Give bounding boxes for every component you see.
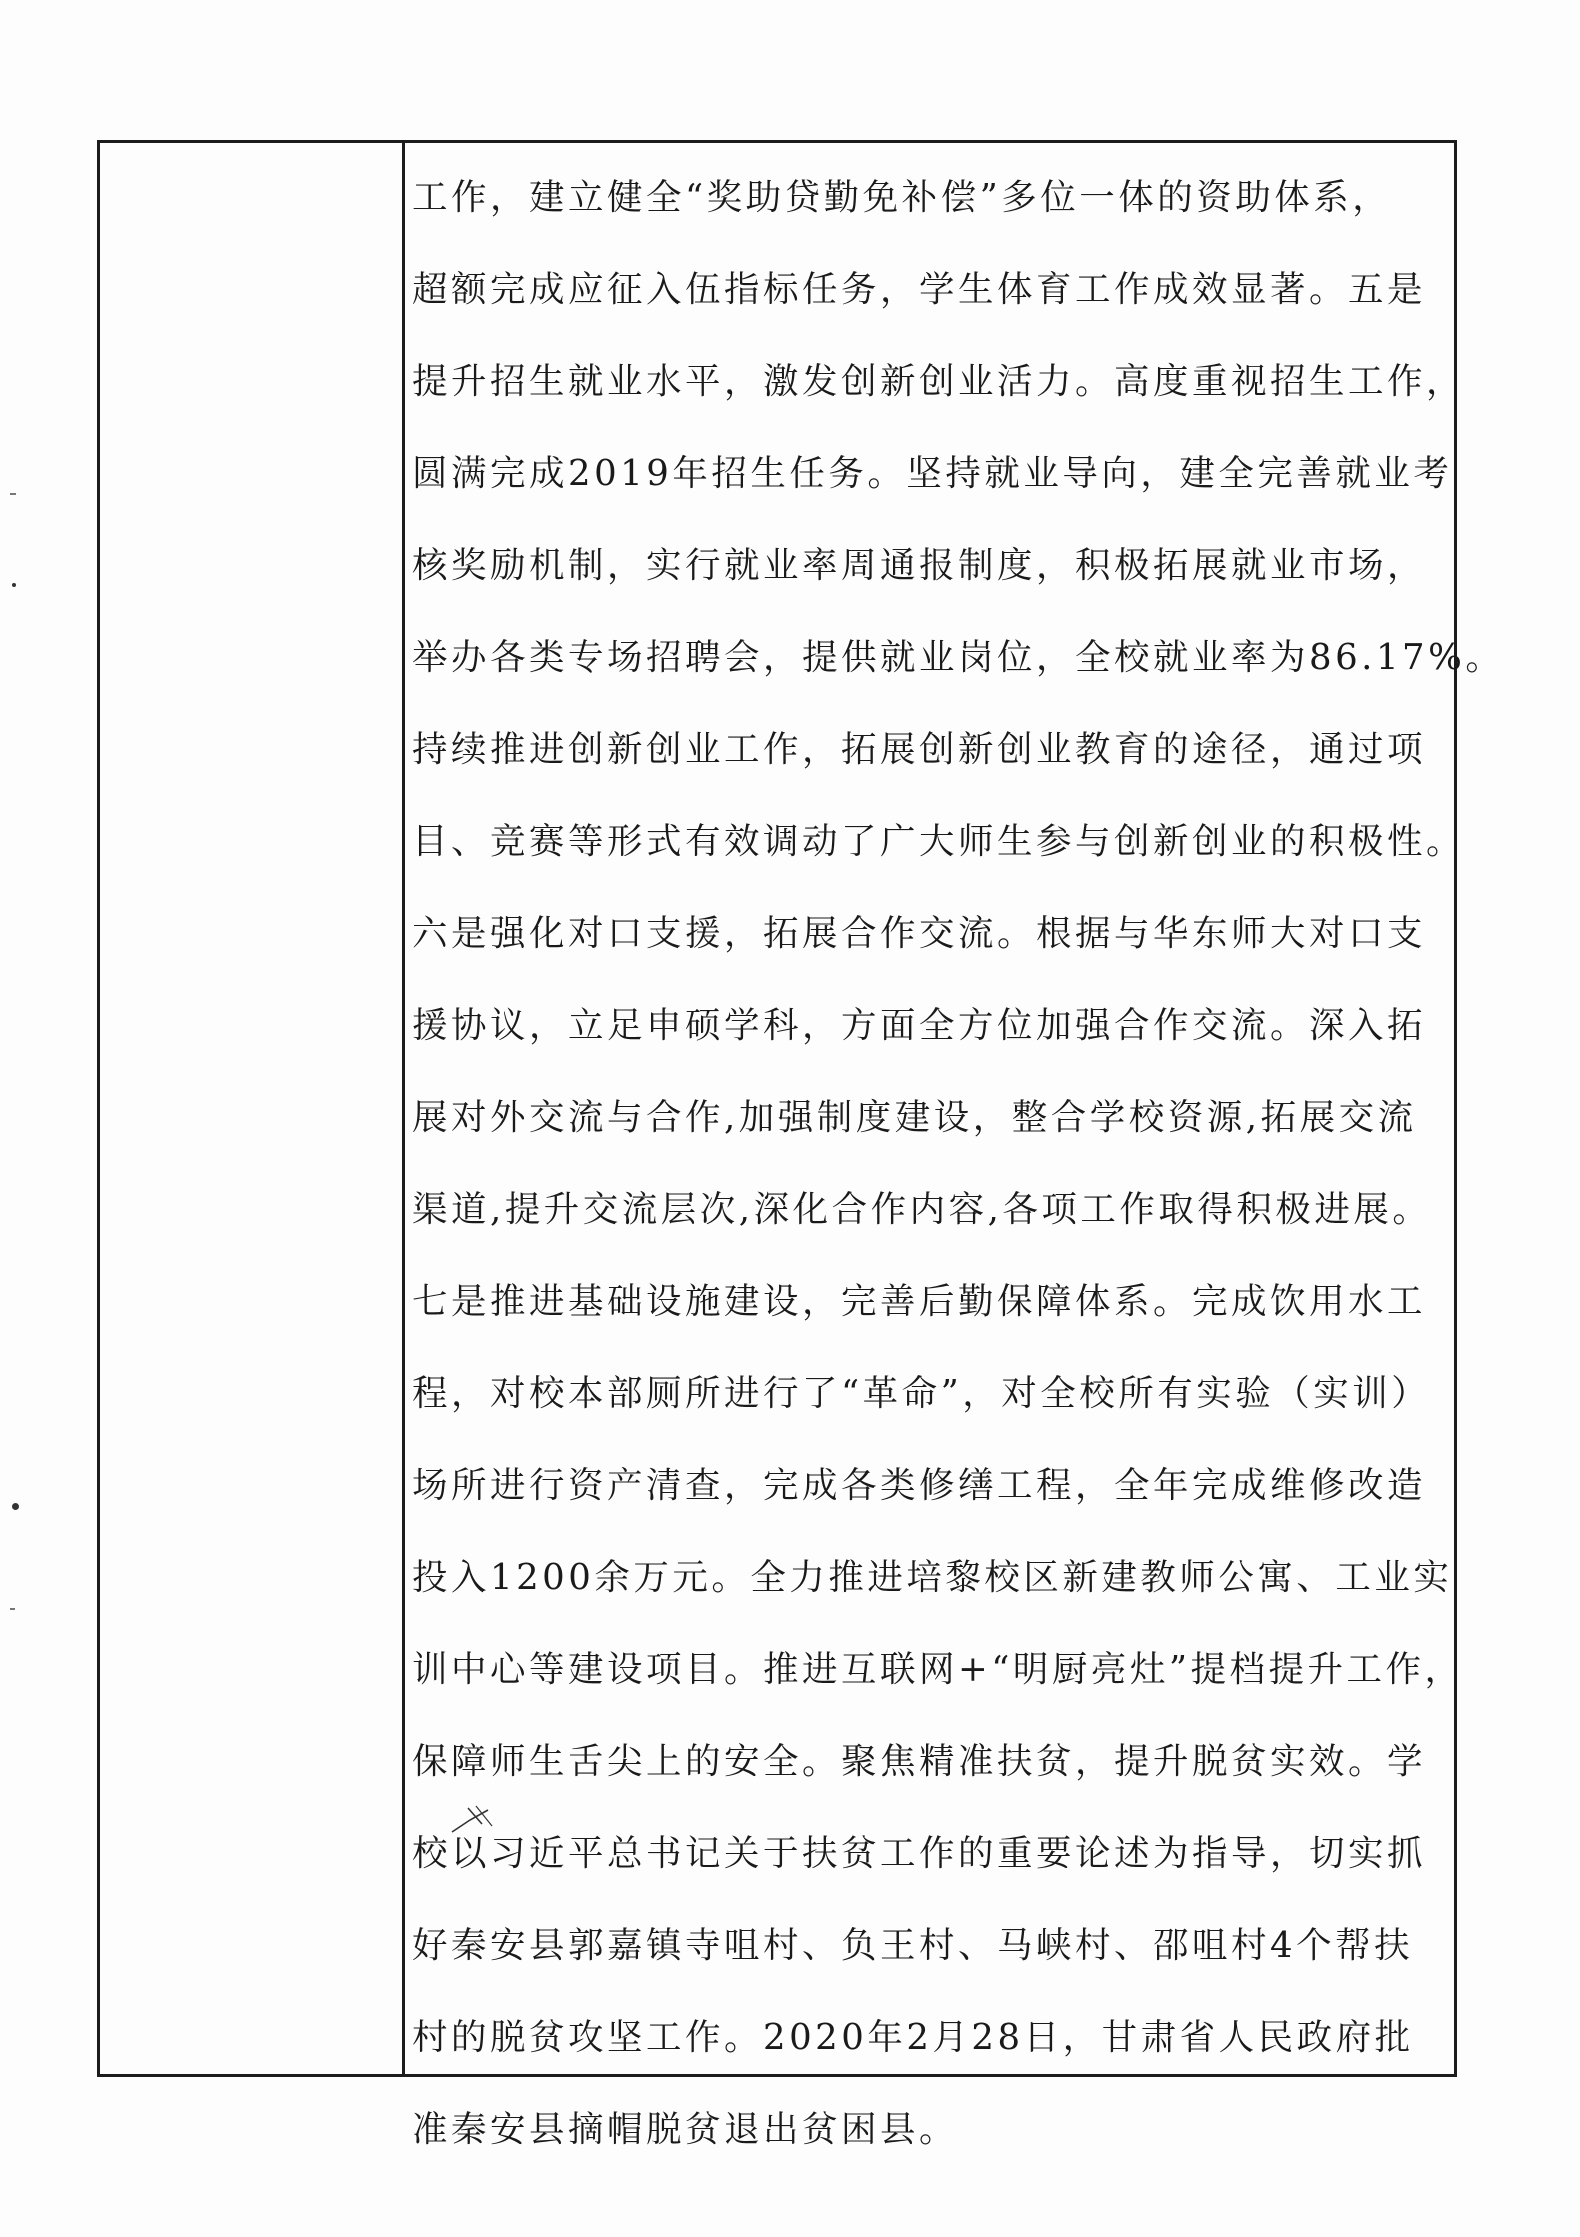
text-line: 好秦安县郭嘉镇寺咀村、负王村、马峡村、邵咀村4个帮扶 <box>412 1925 1414 1966</box>
table-left-cell-empty <box>100 143 402 2074</box>
text-line: 训中心等建设项目。推进互联网+“明厨亮灶”提档提升工作， <box>412 1649 1464 1690</box>
text-line: 准秦安县摘帽脱贫退出贫困县。 <box>412 2109 959 2150</box>
handwritten-pen-mark <box>448 1800 508 1840</box>
scan-tick-mark <box>10 493 16 495</box>
scan-dot-mark <box>12 1503 19 1510</box>
text-line: 场所进行资产清查，完成各类修缮工程，全年完成维修改造 <box>412 1465 1427 1506</box>
text-line: 保障师生舌尖上的安全。聚焦精准扶贫，提升脱贫实效。学 <box>412 1741 1427 1782</box>
text-line: 六是强化对口支援，拓展合作交流。根据与华东师大对口支 <box>412 913 1427 954</box>
text-line: 校以习近平总书记关于扶贫工作的重要论述为指导，切实抓 <box>412 1833 1427 1874</box>
text-line: 展对外交流与合作,加强制度建设，整合学校资源,拓展交流 <box>412 1097 1417 1138</box>
text-line: 持续推进创新创业工作，拓展创新创业教育的途径，通过项 <box>412 729 1427 770</box>
text-line: 目、竞赛等形式有效调动了广大师生参与创新创业的积极性。 <box>412 821 1466 862</box>
text-line: 渠道,提升交流层次,深化合作内容,各项工作取得积极进展。 <box>412 1189 1432 1230</box>
text-line: 超额完成应征入伍指标任务，学生体育工作成效显著。五是 <box>412 269 1427 310</box>
text-line: 村的脱贫攻坚工作。2020年2月28日，甘肃省人民政府批 <box>412 2017 1414 2058</box>
text-line: 举办各类专场招聘会，提供就业岗位，全校就业率为86.17%。 <box>412 637 1505 678</box>
text-line: 援协议，立足申硕学科，方面全方位加强合作交流。深入拓 <box>412 1005 1427 1046</box>
table-content-cell <box>412 152 1505 2176</box>
text-line: 工作，建立健全“奖助贷勤免补偿”多位一体的资助体系， <box>412 177 1392 218</box>
scan-tick-mark <box>10 1608 15 1610</box>
text-line: 圆满完成2019年招生任务。坚持就业导向，建全完善就业考 <box>412 453 1453 494</box>
table-column-divider <box>402 140 405 2077</box>
text-line: 程，对校本部厕所进行了“革命”，对全校所有实验（实训） <box>412 1373 1431 1414</box>
text-line: 七是推进基础设施建设，完善后勤保障体系。完成饮用水工 <box>412 1281 1427 1322</box>
text-line: 投入1200余万元。全力推进培黎校区新建教师公寓、工业实 <box>412 1557 1453 1598</box>
text-line: 提升招生就业水平，激发创新创业活力。高度重视招生工作， <box>412 361 1466 402</box>
text-line: 核奖励机制，实行就业率周通报制度，积极拓展就业市场， <box>412 545 1427 586</box>
scan-dot-mark <box>12 583 16 587</box>
